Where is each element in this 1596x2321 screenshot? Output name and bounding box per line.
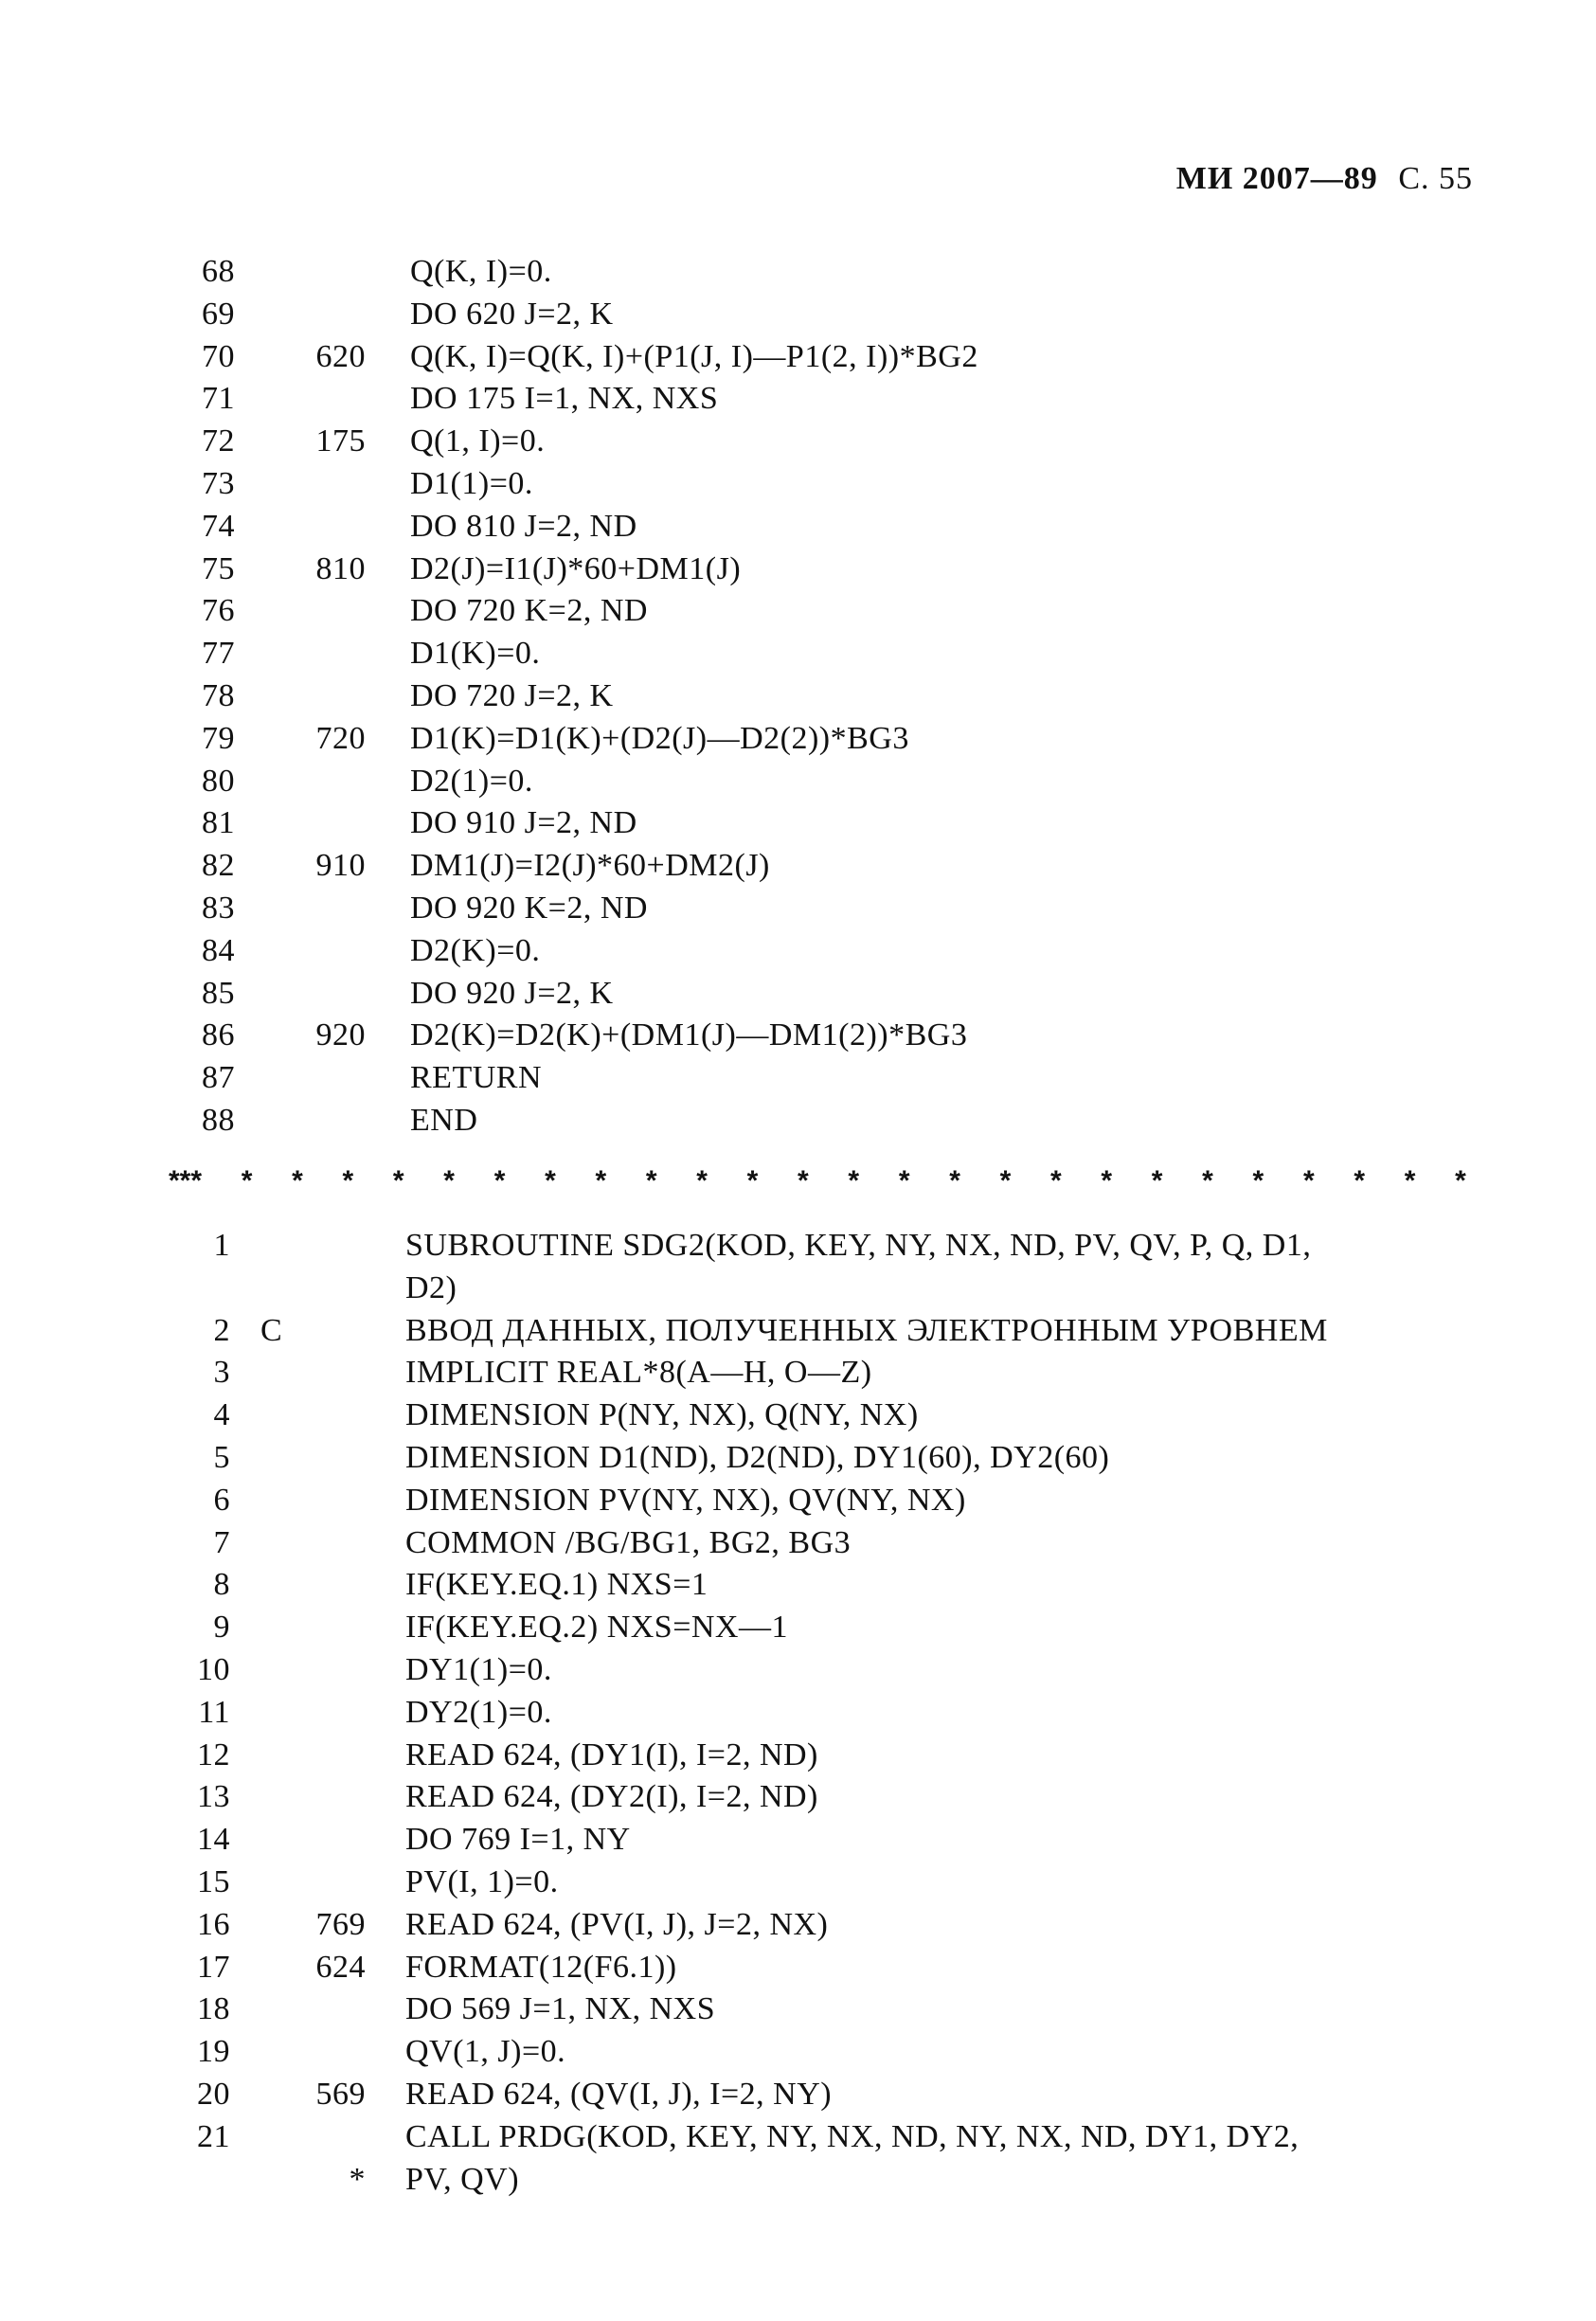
statement-text: DY2(1)=0. xyxy=(405,1694,552,1730)
separator-asterisk: * xyxy=(292,1165,303,1196)
code-line xyxy=(0,891,1596,933)
code-line xyxy=(0,2119,1596,2162)
line-number: 10 xyxy=(197,1651,230,1687)
code-line xyxy=(0,1313,1596,1356)
statement-label: 175 xyxy=(315,423,366,459)
line-number: 88 xyxy=(202,1102,235,1138)
document-code: МИ 2007—89 xyxy=(1175,161,1378,196)
statement-text: DO 720 K=2, ND xyxy=(410,593,648,629)
separator-asterisk: * xyxy=(898,1165,910,1196)
separator-asterisk: * xyxy=(645,1165,657,1196)
code-listing-end xyxy=(0,254,1596,1145)
line-number: 13 xyxy=(197,1779,230,1815)
statement-text: COMMON /BG/BG1, BG2, BG3 xyxy=(405,1524,852,1560)
separator-asterisk: * xyxy=(342,1165,354,1196)
separator-asterisk: * xyxy=(241,1165,253,1196)
statement-label: 910 xyxy=(315,848,366,884)
statement-text: SUBROUTINE SDG2(KOD, KEY, NY, NX, ND, PV, QV, P, Q, D1, xyxy=(405,1228,1312,1263)
statement-text: DO 810 J=2, ND xyxy=(410,508,637,544)
code-line xyxy=(0,1652,1596,1695)
separator-asterisk: * xyxy=(1252,1165,1264,1196)
statement-text: IF(KEY.EQ.2) NXS=NX—1 xyxy=(405,1610,788,1646)
separator-asterisk: * xyxy=(1404,1165,1416,1196)
statement-text: END xyxy=(410,1102,478,1138)
line-number: 3 xyxy=(213,1355,230,1391)
line-number: 83 xyxy=(202,890,235,926)
line-number: 6 xyxy=(213,1482,230,1518)
statement-label: 624 xyxy=(315,1949,366,1985)
line-number: 73 xyxy=(202,465,235,501)
code-line xyxy=(0,1950,1596,1992)
line-number: 82 xyxy=(202,848,235,884)
statement-text: Q(K, I)=0. xyxy=(410,254,552,289)
line-number: 80 xyxy=(202,763,235,799)
line-number: 69 xyxy=(202,296,235,332)
code-line xyxy=(0,2034,1596,2077)
separator-asterisk: * xyxy=(1101,1165,1113,1196)
code-line xyxy=(0,1017,1596,1060)
code-line xyxy=(0,1822,1596,1864)
line-number: 68 xyxy=(202,254,235,289)
statement-text: DO 769 I=1, NY xyxy=(405,1822,631,1858)
statement-text: DIMENSION D1(ND), D2(ND), DY1(60), DY2(60) xyxy=(405,1439,1110,1475)
statement-text: IMPLICIT REAL*8(A—H, O—Z) xyxy=(405,1355,872,1391)
statement-text: D2(K)=D2(K)+(DM1(J)—DM1(2))*BG3 xyxy=(410,1017,968,1053)
line-number: 81 xyxy=(202,805,235,841)
line-number: 19 xyxy=(197,2034,230,2070)
statement-text: D1(K)=D1(K)+(D2(J)—D2(2))*BG3 xyxy=(410,720,909,756)
separator-asterisk: * xyxy=(1202,1165,1213,1196)
code-line xyxy=(0,381,1596,423)
line-number: 77 xyxy=(202,636,235,672)
statement-text: FORMAT(12(F6.1)) xyxy=(405,1949,677,1985)
statement-text: Q(1, I)=0. xyxy=(410,423,546,459)
code-line xyxy=(0,636,1596,678)
code-line xyxy=(0,551,1596,594)
statement-text: D2(J)=I1(J)*60+DM1(J) xyxy=(410,550,742,586)
statement-label: 720 xyxy=(315,720,366,756)
line-number: 5 xyxy=(213,1439,230,1475)
statement-text: READ 624, (DY2(I), I=2, ND) xyxy=(405,1779,818,1815)
code-line xyxy=(0,1397,1596,1440)
line-number: 18 xyxy=(197,1991,230,2027)
code-line xyxy=(0,1483,1596,1525)
code-line xyxy=(0,1991,1596,2034)
code-line xyxy=(0,423,1596,466)
line-number: 84 xyxy=(202,932,235,968)
separator-asterisk: * xyxy=(1049,1165,1062,1196)
separator-asterisk: * xyxy=(746,1165,759,1196)
statement-label: 620 xyxy=(315,338,366,374)
code-line xyxy=(0,1610,1596,1652)
code-line xyxy=(0,1228,1596,1270)
code-line xyxy=(0,2077,1596,2119)
line-number: 8 xyxy=(213,1567,230,1603)
line-number: 15 xyxy=(197,1863,230,1899)
line-number: 87 xyxy=(202,1060,235,1096)
line-number: 2 xyxy=(213,1312,230,1348)
page-number: С. 55 xyxy=(1398,161,1473,196)
code-line xyxy=(0,1907,1596,1950)
statement-text: CALL PRDG(KOD, KEY, NY, NX, ND, NY, NX, ND, DY1, DY2, xyxy=(405,2118,1300,2154)
statement-text: READ 624, (PV(I, J), J=2, NX) xyxy=(405,1906,829,1942)
code-line xyxy=(0,848,1596,891)
code-line xyxy=(0,1270,1596,1313)
code-line xyxy=(0,339,1596,382)
code-line xyxy=(0,254,1596,297)
statement-text: DM1(J)=I2(J)*60+DM2(J) xyxy=(410,848,770,884)
line-number: 4 xyxy=(213,1397,230,1433)
code-line xyxy=(0,1567,1596,1610)
separator-asterisk: * xyxy=(798,1165,809,1196)
statement-text: D1(1)=0. xyxy=(410,465,533,501)
code-line xyxy=(0,1355,1596,1397)
statement-text: D2(K)=0. xyxy=(410,932,541,968)
statement-label: 769 xyxy=(315,1906,366,1942)
statement-text: PV, QV) xyxy=(405,2161,520,2197)
statement-text: DO 920 J=2, K xyxy=(410,975,614,1011)
line-number: 9 xyxy=(213,1610,230,1646)
code-line xyxy=(0,1779,1596,1822)
line-number: 86 xyxy=(202,1017,235,1053)
separator-asterisk: * xyxy=(595,1165,607,1196)
statement-text: ВВОД ДАННЫХ, ПОЛУЧЕННЫХ ЭЛЕКТРОННЫМ УРОВНЕМ xyxy=(405,1312,1328,1348)
separator-asterisk: * xyxy=(999,1165,1012,1196)
statement-label: C xyxy=(260,1312,283,1348)
line-number: 12 xyxy=(197,1736,230,1772)
statement-text: Q(K, I)=Q(K, I)+(P1(J, I)—P1(2, I))*BG2 xyxy=(410,338,978,374)
line-number: 17 xyxy=(197,1949,230,1985)
line-number: 16 xyxy=(197,1906,230,1942)
statement-text: IF(KEY.EQ.1) NXS=1 xyxy=(405,1567,708,1603)
code-line xyxy=(0,1525,1596,1568)
separator-asterisk: * xyxy=(1302,1165,1315,1196)
statement-label: 569 xyxy=(315,2076,366,2112)
code-line xyxy=(0,2162,1596,2204)
code-line xyxy=(0,1737,1596,1780)
separator-asterisk: * xyxy=(1151,1165,1163,1196)
line-number: 85 xyxy=(202,975,235,1011)
separator-asterisk: * xyxy=(443,1165,455,1196)
statement-text: DO 720 J=2, K xyxy=(410,677,614,713)
separator-asterisk: * xyxy=(392,1165,404,1196)
code-line xyxy=(0,805,1596,848)
code-line xyxy=(0,933,1596,976)
separator-asterisk: *** xyxy=(169,1165,203,1196)
separator-asterisk: * xyxy=(1455,1165,1466,1196)
line-number: 76 xyxy=(202,593,235,629)
code-line xyxy=(0,593,1596,636)
line-number: 70 xyxy=(202,338,235,374)
separator-asterisk: * xyxy=(1354,1165,1366,1196)
statement-text: DIMENSION P(NY, NX), Q(NY, NX) xyxy=(405,1397,919,1433)
statement-text: DO 920 K=2, ND xyxy=(410,890,648,926)
code-listing-sdg2 xyxy=(0,1228,1596,2204)
statement-text: D2) xyxy=(405,1269,457,1305)
code-line xyxy=(0,764,1596,806)
line-number: 14 xyxy=(197,1822,230,1858)
line-number: 21 xyxy=(197,2118,230,2154)
statement-text: DIMENSION PV(NY, NX), QV(NY, NX) xyxy=(405,1482,966,1518)
code-line xyxy=(0,976,1596,1018)
separator-asterisk: * xyxy=(696,1165,708,1196)
statement-text: DO 175 I=1, NX, NXS xyxy=(410,381,719,417)
separator-asterisk: * xyxy=(848,1165,860,1196)
code-line xyxy=(0,1864,1596,1907)
code-line xyxy=(0,721,1596,764)
statement-text: DO 910 J=2, ND xyxy=(410,805,637,841)
code-line xyxy=(0,466,1596,509)
statement-label: 810 xyxy=(315,550,366,586)
statement-label: * xyxy=(349,2161,366,2197)
code-line xyxy=(0,1060,1596,1103)
statement-text: DO 620 J=2, K xyxy=(410,296,614,332)
line-number: 79 xyxy=(202,720,235,756)
statement-label: 920 xyxy=(315,1017,366,1053)
separator-asterisk: * xyxy=(545,1165,556,1196)
code-line xyxy=(0,509,1596,551)
code-line xyxy=(0,1103,1596,1145)
line-number: 71 xyxy=(202,381,235,417)
line-number: 72 xyxy=(202,423,235,459)
code-line xyxy=(0,297,1596,339)
line-number: 20 xyxy=(197,2076,230,2112)
statement-text: D1(K)=0. xyxy=(410,636,541,672)
code-line xyxy=(0,1440,1596,1483)
line-number: 78 xyxy=(202,677,235,713)
line-number: 75 xyxy=(202,550,235,586)
statement-text: D2(1)=0. xyxy=(410,763,533,799)
line-number: 1 xyxy=(213,1228,230,1263)
statement-text: READ 624, (DY1(I), I=2, ND) xyxy=(405,1736,818,1772)
statement-text: DO 569 J=1, NX, NXS xyxy=(405,1991,716,2027)
page-header xyxy=(1176,161,1473,197)
line-number: 74 xyxy=(202,508,235,544)
separator-asterisk: * xyxy=(493,1165,506,1196)
code-line xyxy=(0,678,1596,721)
statement-text: RETURN xyxy=(410,1060,542,1096)
code-line xyxy=(0,1695,1596,1737)
statement-text: DY1(1)=0. xyxy=(405,1651,552,1687)
separator-asterisk: * xyxy=(949,1165,960,1196)
line-number: 7 xyxy=(213,1524,230,1560)
statement-text: PV(I, 1)=0. xyxy=(405,1863,559,1899)
statement-text: READ 624, (QV(I, J), I=2, NY) xyxy=(405,2076,833,2112)
section-separator xyxy=(169,1165,1466,1197)
statement-text: QV(1, J)=0. xyxy=(405,2034,566,2070)
line-number: 11 xyxy=(198,1694,230,1730)
